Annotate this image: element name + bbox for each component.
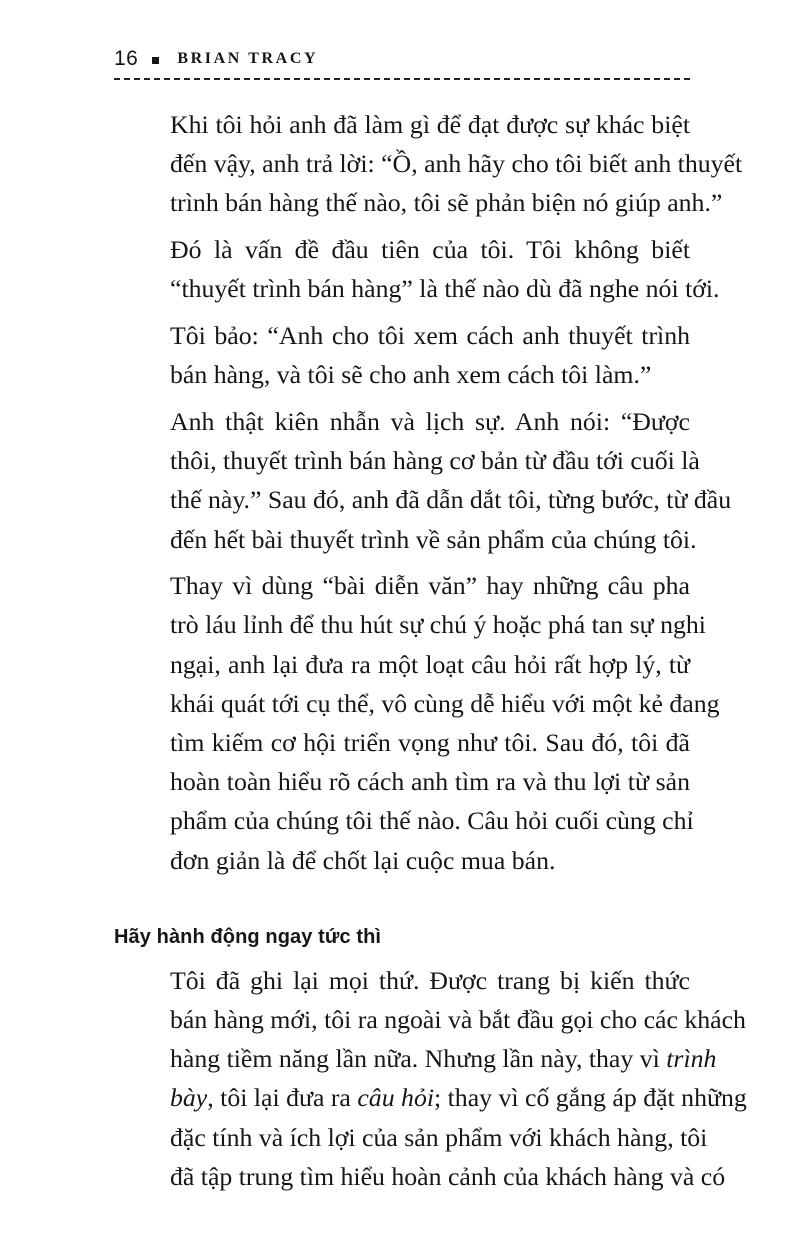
section-paragraph [114,961,747,1196]
section-heading: Hãy hành động ngay tức thì [114,925,382,948]
text-line: đến vậy, anh trả lời: “Ồ, anh hãy cho tôi biết anh thuyết [170,149,743,179]
text-line: trình bán hàng thế nào, tôi sẽ phản biện nó giúp anh.” [170,188,723,218]
text-line: Khi tôi hỏi anh đã làm gì để đạt được sự khác biệt [170,110,690,139]
emphasis-text: câu hỏi [357,1083,435,1113]
text-line: Tôi đã ghi lại mọi thứ. Được trang bị kiến thức [170,965,690,995]
text-line: hoàn toàn hiểu rõ cách anh tìm ra và thu lợi từ sản [170,767,690,797]
text-run: hàng tiềm năng lần nữa. Nhưng lần này, thay vì [170,1044,667,1074]
paragraph-3 [114,316,690,394]
text-line [114,1039,717,1078]
text-run: , tôi lại đưa ra [207,1083,358,1113]
text-line: phẩm của chúng tôi thế nào. Câu hỏi cuối cùng chỉ [170,806,694,836]
text-line: ngại, anh lại đưa ra một loạt câu hỏi rất hợp lý, từ [170,649,690,679]
text-line: thế này.” Sau đó, anh đã dẫn dắt tôi, từng bước, từ đầu [170,485,732,515]
text-line: trò láu lỉnh để thu hút sự chú ý hoặc phá tan sự nghi [170,610,706,640]
paragraph-1 [114,105,743,223]
text-run: ; thay vì cố gắng áp đặt những [434,1083,747,1113]
emphasis-text: bày [170,1083,208,1113]
square-bullet-icon [152,57,159,64]
paragraph-5 [114,566,720,880]
author-name: BRIAN TRACY [177,50,319,67]
text-line: bán hàng, và tôi sẽ cho anh xem cách tôi làm.” [170,360,652,390]
paragraph-2 [114,230,720,308]
text-line: bán hàng mới, tôi ra ngoài và bắt đầu gọi cho các khách [170,1005,746,1035]
text-line: đơn giản là để chốt lại cuộc mua bán. [170,845,556,875]
text-line: thôi, thuyết trình bán hàng cơ bản từ đầu tới cuối là [170,446,700,476]
text-line: đã tập trung tìm hiểu hoàn cảnh của khách hàng và có [170,1161,726,1191]
page-number: 16 [114,47,139,70]
text-line: Đó là vấn đề đầu tiên của tôi. Tôi không biết [170,235,690,265]
text-line: khái quát tới cụ thể, vô cùng dễ hiểu với một kẻ đang [170,688,720,718]
text-line [114,1078,747,1117]
page-body [114,105,747,1204]
text-line: “thuyết trình bán hàng” là thế nào dù đã nghe nói tới. [170,274,720,304]
paragraph-4 [114,402,732,559]
text-line: tìm kiếm cơ hội triển vọng như tôi. Sau đó, tôi đã [170,728,690,758]
text-line: Anh thật kiên nhẫn và lịch sự. Anh nói: “Được [170,406,690,436]
text-line: Tôi bảo: “Anh cho tôi xem cách anh thuyết trình [170,321,690,351]
emphasis-text: trình [666,1044,717,1074]
text-line: đặc tính và ích lợi của sản phẩm với khách hàng, tôi [170,1122,708,1152]
running-header [114,44,318,74]
header-dashed-rule [114,78,690,80]
text-line: Thay vì dùng “bài diễn văn” hay những câu pha [170,571,690,601]
text-line: đến hết bài thuyết trình về sản phẩm của chúng tôi. [170,524,697,554]
